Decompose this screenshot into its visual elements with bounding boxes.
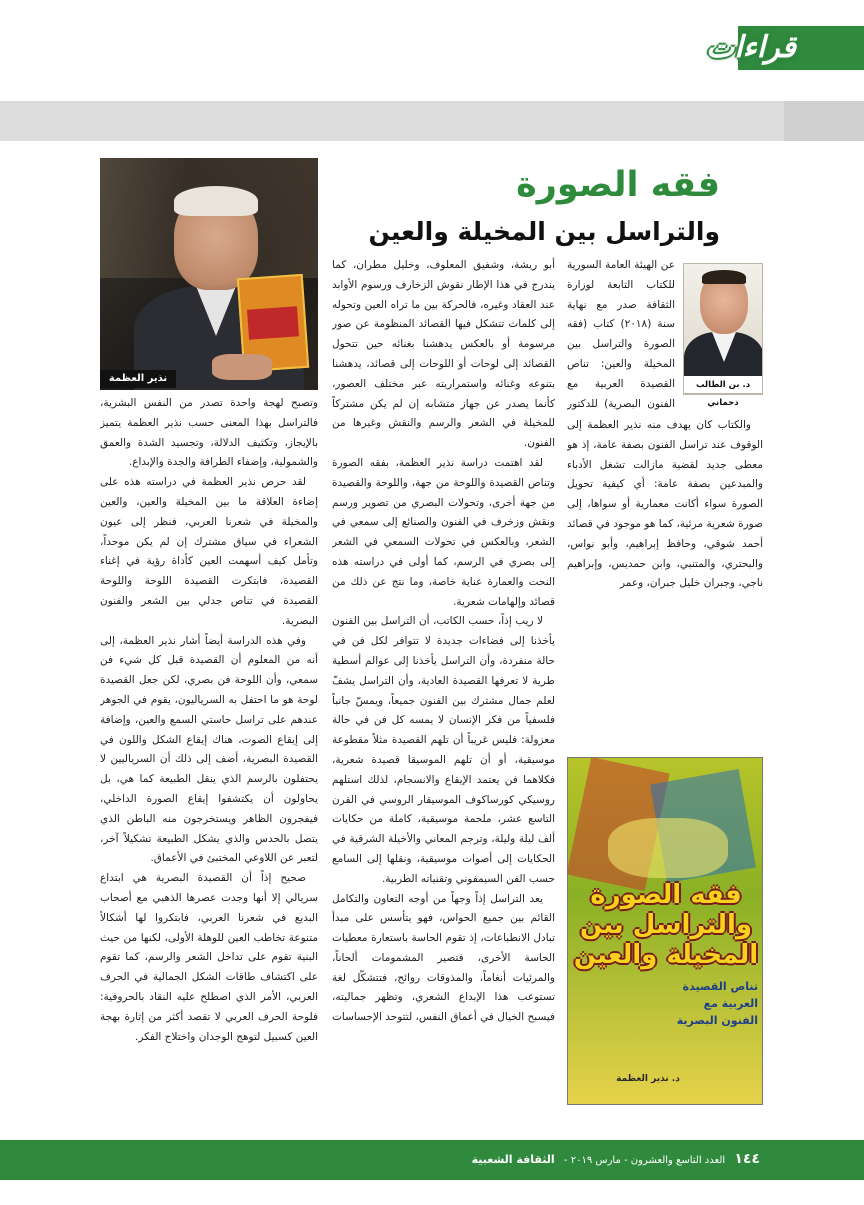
article-title: فقه الصورة <box>516 165 720 205</box>
author-hair <box>702 270 746 284</box>
cover-title: فقه الصورة والتراسل بين المخيلة والعين <box>573 880 759 970</box>
paragraph: والكتاب كان يهدف منه نذير العظمة إلى الوقوف عند تراسل الفنون بصفة عامة، إذ هو معطى جديد لقضية مازالت تشغل الأدباء والمبدعين بصفة عامة: أي كيفية تحويل الصورة سواء أكانت معمارية أو سواها، إلى صورة شعرية مرئية، كما هو موجود في قصائد أحمد شوقي، وحافظ إبراهيم، وأبو نواس، والبحتري، والمتنبي، وابن حمديس، وإبراهيم ناجي، وجبران خليل جبران، وعمر <box>567 419 763 590</box>
page-number: ١٤٤ <box>734 1151 760 1167</box>
magazine-name: الثقافة الشعبية <box>471 1153 555 1166</box>
column-right-top <box>567 256 675 416</box>
section-label: قراءات <box>706 30 796 65</box>
cover-author: د. نذير العظمة <box>616 1074 680 1084</box>
paragraph: أبو ريشة، وشفيق المعلوف، وخليل مطران، كما يندرج في هذا الإطار نقوش الزخارف ورسوم الأوابد عند العقاد وغيره، فالحركة بين ما تراه العين وتحوله إلى كلمات تتشكل فيها القصائد المنظومة عن صور مرسومة أو بالعكس يدهشنا بغنائه حين تتحول القصائد إلى لوحات أو اللوحات إلى قصائد، يدهشنا بتنوعه وغنائه واستمراريته عبر مختلف العصور، كأنما يصدر عن جهاز متشابه إن لم يكن مشتركاً للمخيلة في الشعر والرسم والنقش وغيرها من الفنون. <box>332 259 555 450</box>
column-middle <box>332 256 555 1108</box>
header-grey-band <box>0 101 864 141</box>
paragraph: لقد اهتمت دراسة نذير العظمة، بفقه الصورة وتناص القصيدة واللوحة من جهة، واللوحة والقصيدة من جهة أخرى، وتحولات البصري من تصوير ورسم ونقش وزخرف في الفنون والصنائع إلى سمعي في الشعر، وبالعكس في تحولات السمعي في الشعر إلى بصري في الرسم، كما أولى في دراسته هذه النحت والعمارة عناية خاصة، وما نتج عن ذلك من قصائد وإلهامات شعرية. <box>332 456 555 608</box>
author-caption: د. بن الطالب دحماني <box>683 376 763 394</box>
paragraph: يعد التراسل إذاً وجهاً من أوجه التعاون والتكامل القائم بين جميع الحواس، فهو يتأسس على مبدأ تبادل الانطباعات، إذ تقوم الحاسة باستعارة معطيات الحاسة الأخرى، فتصير المشمومات ألحاناً، والمرئيات أنغاماً، والمذوقات روائح، فتتشكّل لغة تستوعب هذا الإبداع الشعري، وتظهر جماليته، فيسبح الخيال في أعماق النفس، لتتوحد الإحساسات <box>332 892 555 1024</box>
photo-hair <box>174 186 258 216</box>
paragraph: صحيح إذاً أن القصيدة البصرية هي ابتداع سريالي إلا أنها وجدت عصرها الذهبي مع أصحاب البديع في شعرنا العربي، فابتكروا لها أشكالاً متنوعة تخاطب العين للوهلة الأولى، لكنها من حيث البنية تقوم على تداخل الشعر والرسم، كما تقوم على اكتشاف طاقات الشكل الجمالية في الحرف العربي، الأمر الذي اصطلح عليه النقاد بالحروفية: فلوحة الحرف العربي لا تقصد أكثر من إثارة بهجة العين كسبيل لتوهج الوجدان واختلاج الفكر. <box>100 872 318 1043</box>
paragraph: وفي هذه الدراسة أيضاً أشار نذير العظمة، إلى أنه من المعلوم أن القصيدة قبل كل شيء فن سمعي، وأن اللوحة فن بصري، لكن جعل القصيدة لوحة هو ما احتفل به السرياليون، يقوم في الجوهر عندهم على تراسل حاستي السمع والعين، وإضافة إلى إيقاع الصوت، هناك إيقاع الشكل واللون في القصيدة البصرية، أضف إلى ذلك أن السرياليين لا يحتفلون بالرسم الذي ينقل الطبيعة كما هي، بل يحاولون أن يكتشفوا إيقاع الصورة الداخلي، فيفجرون الظاهر ويستخرجون منه الباطن الذي يتصل بالحدس والذي يشكل الطبيعة تشكيلاً آخر، لتعبر عن اللاوعي المختبئ في الأعماق. <box>100 634 318 865</box>
main-photo <box>100 158 318 390</box>
paragraph: لا ريب إذاً، حسب الكاتب، أن التراسل بين الفنون يأخذنا إلى فضاءات جديدة لا تتوافر لكل فن في حالة منفردة، وأن التراسل يأخذنا إلى عوالم أسطية طرية لا تعرفها القصيدة العادية، وأن التراسل يشفّ لعلم جمال مشترك بين الفنون جميعاً، ويمسّ جانباً فلسفياً من فكر الإنسان لا يمسه كل فن في حالة معزولة: فليس غريباً أن تلهم القصيدة مثلاً مقطوعة موسيقية، أو أن تلهم الموسيقا قصيدة شعرية، فكلاهما فن يعتمد الإيقاع والانسجام، لذلك استلهم روسيكي كورساكوف الموسيقار الروسي في القرن التاسع عشر، ملحمة موسيقية، كاملة من حكايات ألف ليلة وليلة، وترجم المعاني والأخيلة الشرقية في الحكايات إلى أصوات موسيقية، ونقلها إلى السامع حسب الفن السيمفوني وتقنياته الطربية. <box>332 615 555 885</box>
cover-subtitle: تناص القصيدة العربية مع الفنون البصرية <box>676 980 758 1027</box>
column-right <box>567 416 763 752</box>
paragraph: وتصبح لهجة واحدة تصدر من النفس البشرية، فالتراسل بهذا المعنى حسب نذير العظمة يتميز بالإيجاز، وتكثيف الدلالة، وتجسيد الشدة والعمق والشمولية، وإضفاء الطرافة والجدة والإبداع. <box>100 397 318 469</box>
paragraph: لقد حرص نذير العظمة في دراسته هذه على إضاءة العلاقة ما بين المخيلة والعين، والعين والمخيلة في شعرنا العربي، فنظر إلى عيون الشعراء في سياق مشترك إن لم يكن موحداً، وتأمل كيف أسهمت العين كأداة رؤية في إغناء القصيدة، فابتكرت القصيدة اللوحة واللوحة القصيدة في تناص جدلي بين الشعر والفنون البصرية. <box>100 476 318 627</box>
main-photo-caption: نذير العظمة <box>100 370 176 388</box>
header-grey-band-edge <box>784 101 864 141</box>
photo-hands <box>212 354 272 380</box>
issue-info: العدد التاسع والعشرون - مارس ٢٠١٩ - <box>563 1155 726 1166</box>
column-left <box>100 394 318 1108</box>
article-subtitle: والتراسل بين المخيلة والعين <box>368 217 720 246</box>
footer-text <box>460 1146 760 1172</box>
cover-art-yellow <box>608 818 728 878</box>
book-cover <box>567 757 763 1105</box>
paragraph: عن الهيئة العامة السورية للكتاب التابعة لوزارة الثقافة صدر مع نهاية سنة (٢٠١٨) كتاب (فقه الصورة والتراسل بين المخيلة والعين: تناص القصيدة العربية مع الفنون البصرية) للدكتور <box>567 259 675 410</box>
